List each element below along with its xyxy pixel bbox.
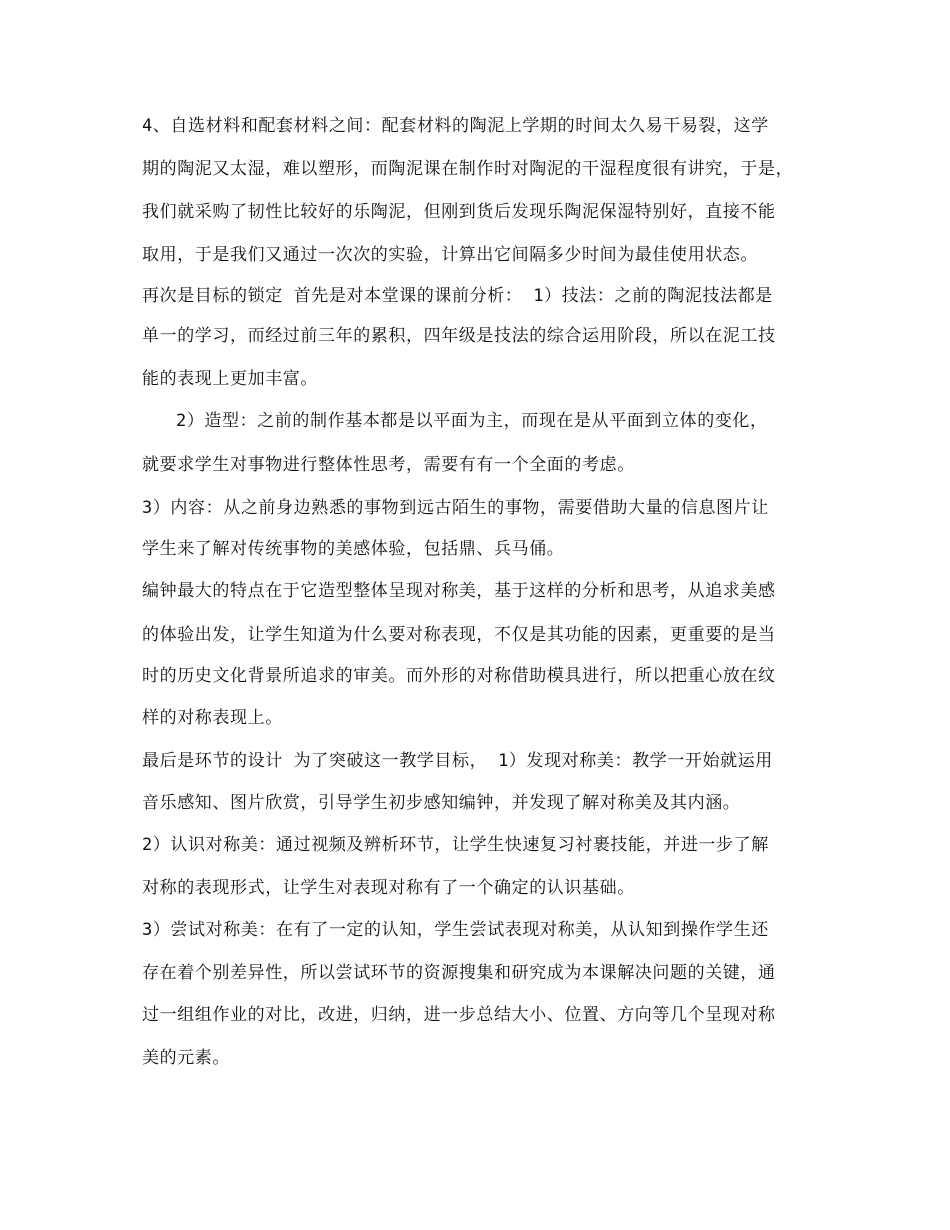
text-line: 单一的学习，而经过前三年的累积，四年级是技法的综合运用阶段，所以在泥工技 (142, 326, 776, 346)
text-line: 样的对称表现上。 (142, 708, 283, 728)
text-line: 音乐感知、图片欣赏，引导学生初步感知编钟，并发现了解对称美及其内涵。 (142, 793, 741, 813)
text-line: 3）尝试对称美：在有了一定的认知，学生尝试表现对称美，从认知到操作学生还 (142, 920, 769, 940)
text-line: 2）造型：之前的制作基本都是以平面为主，而现在是从平面到立体的变化， (176, 411, 768, 431)
text-line: 编钟最大的特点在于它造型整体呈现对称美，基于这样的分析和思考，从追求美感 (142, 581, 776, 601)
text-line: 的体验出发，让学生知道为什么要对称表现，不仅是其功能的因素，更重要的是当 (142, 625, 776, 645)
text-line: 能的表现上更加丰富。 (142, 369, 318, 389)
text-line: 我们就采购了韧性比较好的乐陶泥，但刚到货后发现乐陶泥保湿特别好，直接不能 (142, 202, 776, 222)
text-line: 2）认识对称美：通过视频及辨析环节，让学生快速复习衬裹技能，并进一步了解 (142, 835, 769, 855)
text-line: 时的历史文化背景所追求的审美。而外形的对称借助模具进行，所以把重心放在纹 (142, 666, 776, 686)
text-line: 过一组组作业的对比，改进，归纳，进一步总结大小、位置、方向等几个呈现对称 (142, 1005, 776, 1025)
text-line: 学生来了解对传统事物的美感体验，包括鼎、兵马俑。 (142, 539, 565, 559)
text-line: 最后是环节的设计 为了突破这一教学目标， 1）发现对称美：教学一开始就运用 (142, 751, 773, 771)
text-line: 3）内容：从之前身边熟悉的事物到远古陌生的事物，需要借助大量的信息图片让 (142, 498, 769, 518)
text-line: 存在着个别差异性，所以尝试环节的资源搜集和研究成为本课解决问题的关键，通 (142, 963, 776, 983)
text-line: 就要求学生对事物进行整体性思考，需要有有一个全面的考虑。 (142, 455, 635, 475)
text-line: 美的元素。 (142, 1048, 230, 1068)
text-line: 取用，于是我们又通过一次次的实验，计算出它间隔多少时间为最佳使用状态。 (142, 245, 758, 265)
text-line: 期的陶泥又太湿，难以塑形，而陶泥课在制作时对陶泥的干湿程度很有讲究，于是， (142, 159, 794, 179)
text-line: 再次是目标的锁定 首先是对本堂课的课前分析： 1）技法：之前的陶泥技法都是 (142, 286, 773, 306)
text-line: 对称的表现形式，让学生对表现对称有了一个确定的认识基础。 (142, 878, 635, 898)
text-line: 4、自选材料和配套材料之间：配套材料的陶泥上学期的时间太久易干易裂，这学 (142, 116, 769, 136)
